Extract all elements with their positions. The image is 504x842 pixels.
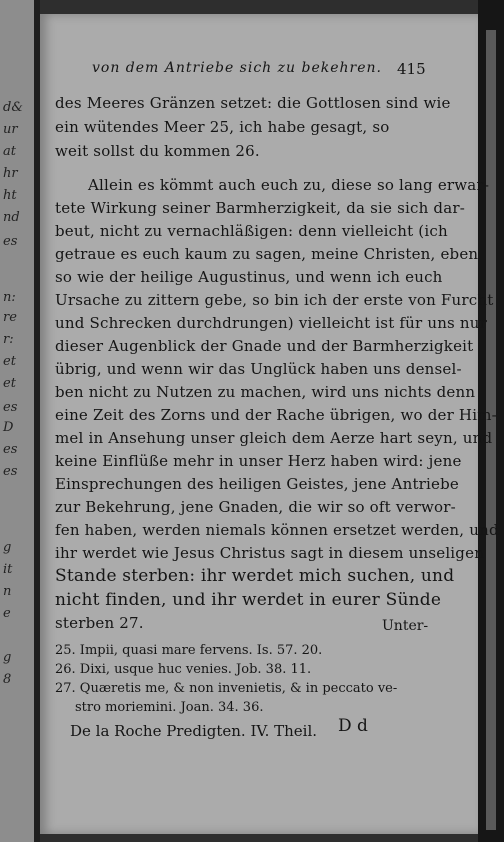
left-fragment: r: [3, 332, 14, 347]
left-fragment: e [3, 606, 11, 621]
text-line-emphasis: nicht finden, und ihr werdet in eurer Sünde [55, 590, 442, 610]
text-line: fen haben, werden niemals können ersetzet werden, und [55, 521, 499, 539]
footnote-continuation: stro moriemini. Joan. 34. 36. [75, 700, 264, 715]
left-fragment: it [3, 562, 13, 577]
left-fragment: D [3, 420, 14, 435]
left-fragment: hr [3, 166, 18, 181]
text-line: Ursache zu zittern gebe, so bin ich der erste von Furcht [55, 291, 494, 309]
footnote: 26. Dixi, usque huc venies. Job. 38. 11. [55, 662, 312, 677]
footnote: 27. Quæretis me, & non invenietis, & in peccato ve- [55, 681, 398, 696]
left-fragment: at [3, 144, 16, 159]
text-line: weit sollst du kommen 26. [55, 142, 260, 160]
left-fragment: n [3, 584, 12, 599]
text-line: ihr werdet wie Jesus Christus sagt in diesem unseligen [55, 544, 485, 562]
left-fragment: d& [3, 100, 23, 115]
signature-line: De la Roche Predigten. IV. Theil. [70, 722, 318, 740]
left-fragment: g [3, 650, 12, 665]
left-fragment: ur [3, 122, 18, 137]
left-fragment: g [3, 540, 12, 555]
text-line: ben nicht zu Nutzen zu machen, wird uns nichts denn [55, 383, 476, 401]
left-page-edge [0, 0, 36, 842]
text-line: dieser Augenblick der Gnade und der Barmherzigkeit [55, 337, 474, 355]
text-line: und Schrecken durchdrungen) vielleicht ist für uns nur [55, 314, 488, 332]
text-line: keine Einflüße mehr in unser Herz haben wird: jene [55, 452, 462, 470]
text-line: mel in Ansehung unser gleich dem Aerze hart seyn, und [55, 429, 493, 447]
left-fragment: es [3, 400, 18, 415]
text-line: tete Wirkung seiner Barmherzigkeit, da sie sich dar- [55, 199, 465, 217]
text-line: beut, nicht zu vernachläßigen: denn vielleicht (ich [55, 222, 448, 240]
text-line: sterben 27. [55, 614, 144, 632]
left-fragment: nd [3, 210, 20, 225]
text-line-emphasis: Stande sterben: ihr werdet mich suchen, und [55, 566, 455, 586]
signature-mark: D d [338, 716, 368, 736]
text-line: getraue es euch kaum zu sagen, meine Christen, eben [55, 245, 479, 263]
text-line: übrig, und wenn wir das Unglück haben uns densel- [55, 360, 462, 378]
left-fragment: ht [3, 188, 17, 203]
left-fragment: 8 [3, 672, 12, 687]
text-line: so wie der heilige Augustinus, und wenn ich euch [55, 268, 443, 286]
left-fragment: es [3, 442, 18, 457]
footnote: 25. Impii, quasi mare fervens. Is. 57. 20. [55, 643, 323, 658]
left-fragment: re [3, 310, 17, 325]
left-fragment: et [3, 376, 16, 391]
paragraph-start-line: Allein es kömmt auch euch zu, diese so lang erwar- [88, 176, 490, 194]
text-line: eine Zeit des Zorns und der Rache übrigen, wo der Him- [55, 406, 497, 424]
left-fragment: es [3, 234, 18, 249]
left-fragment: n: [3, 290, 16, 305]
left-fragment: es [3, 464, 18, 479]
text-line: ein wütendes Meer 25, ich habe gesagt, so [55, 118, 390, 136]
page-number: 415 [397, 60, 426, 78]
text-line: Einsprechungen des heiligen Geistes, jene Antriebe [55, 475, 459, 493]
left-fragment: et [3, 354, 16, 369]
text-line: zur Bekehrung, jene Gnaden, die wir so oft verwor- [55, 498, 456, 516]
catchword: Unter- [382, 618, 429, 634]
running-title: von dem Antriebe sich zu bekehren. [92, 60, 382, 76]
text-line: des Meeres Gränzen setzet: die Gottlosen sind wie [55, 94, 451, 112]
